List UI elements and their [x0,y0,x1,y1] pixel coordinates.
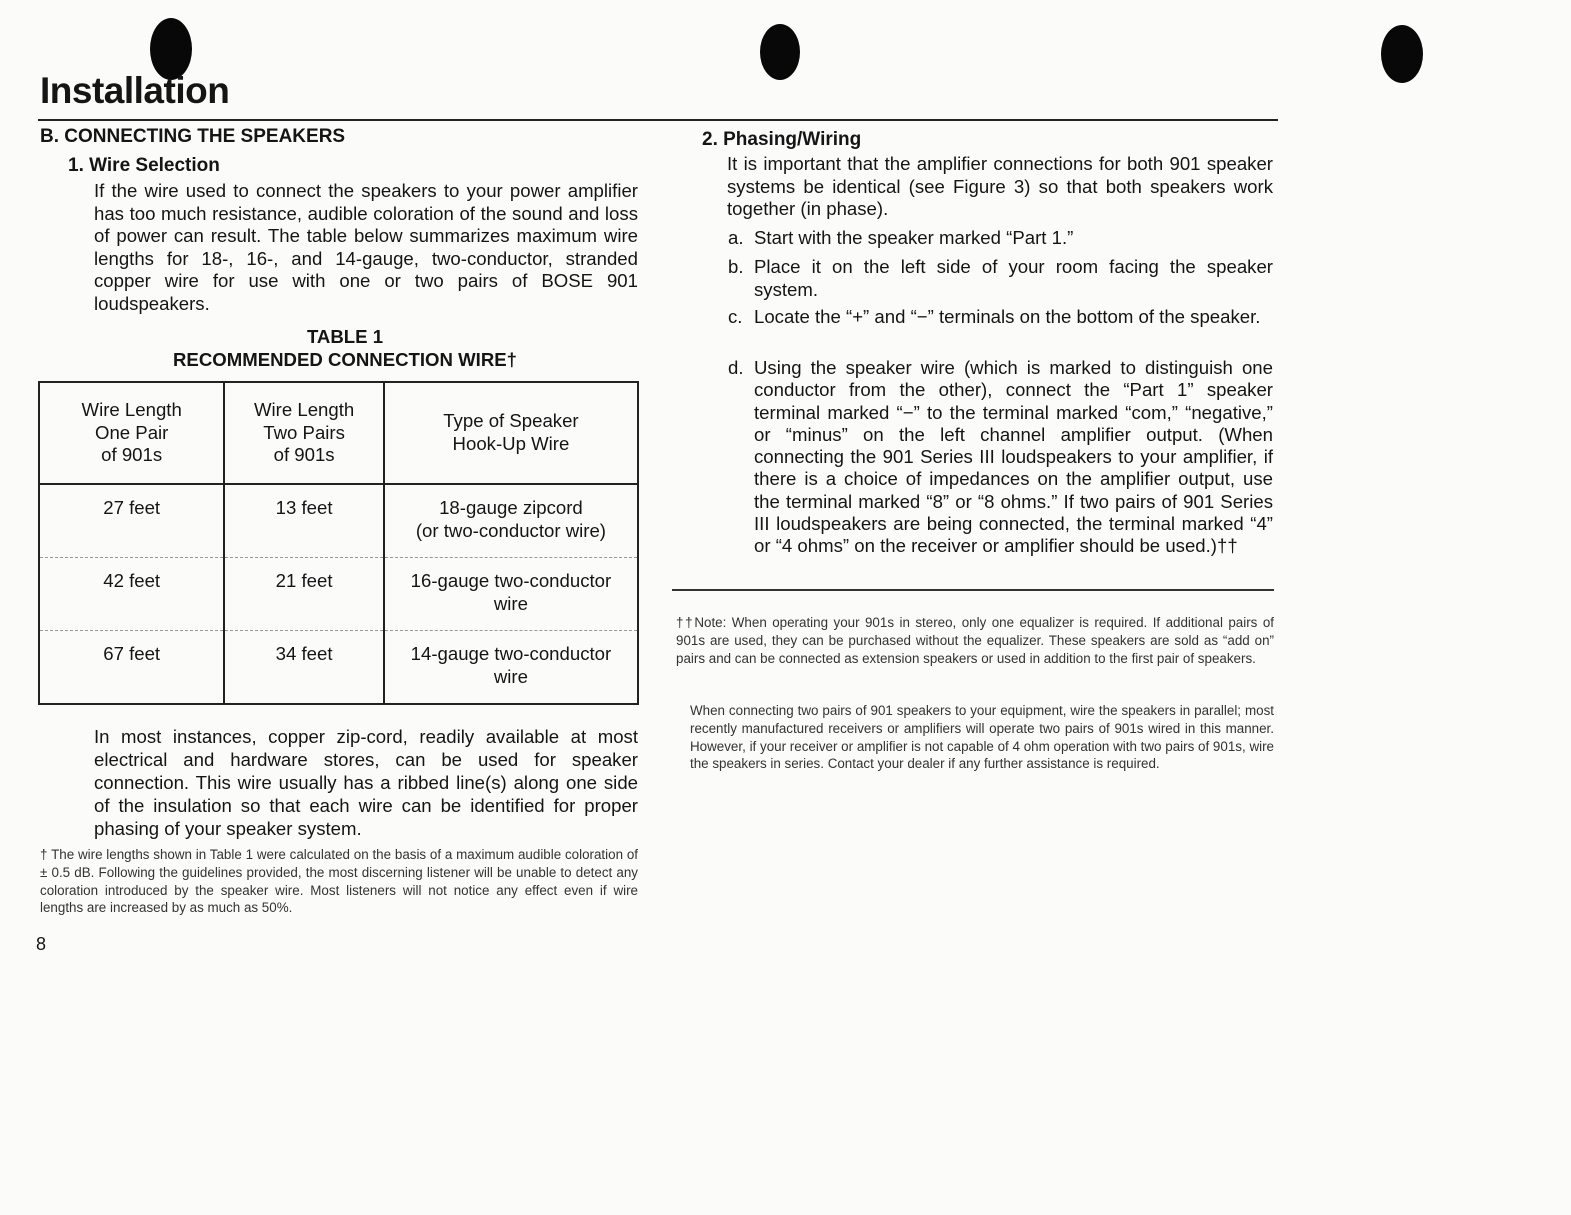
header-line: of 901s [101,444,163,466]
wire-type-line: wire [493,665,528,687]
step-text: Place it on the left side of your room facing the speaker system. [754,256,1273,300]
phasing-wiring-heading: 2. Phasing/Wiring [702,129,862,150]
table-row [39,484,638,558]
header-line: Type of Speaker [443,410,579,432]
cell-one-pair: 67 feet [103,642,161,664]
page-title: Installation [40,70,230,111]
cell-one-pair: 42 feet [39,558,224,631]
header-wire-type [384,382,638,484]
cell-wire-type [384,558,638,631]
cell-two-pairs: 13 feet [224,484,384,558]
step-label: b. [728,256,744,277]
step-text: Start with the speaker marked “Part 1.” [754,227,1074,248]
dagger-footnote: † The wire lengths shown in Table 1 were calculated on the basis of a maximum audible coloration of ± 0.5 dB. Following the guidelines provided, the most discerning listener will be unable to detect any coloration introduced by the speaker wire. Most listeners will not notice any effect even if wire lengths are increased by as much as 50%. [40,847,638,916]
header-line: One Pair [94,421,169,443]
wire-table [38,381,639,705]
header-line: Wire Length [253,399,355,421]
header-line: Wire Length [81,399,182,421]
step-label: a. [728,227,744,248]
wire-type-line: 16-gauge two-conductor [410,570,612,592]
title-rule [38,119,1278,121]
table-caption-number: TABLE 1 [306,326,384,347]
two-pairs-note: When connecting two pairs of 901 speakers to your equipment, wire the speakers in parallel; most recently manufactured receivers or amplifiers will operate two pairs of 901s wired in this manner. However, if your receiver or amplifier is not capable of 4 ohm operation with two pairs of 901s, wire the speakers in series. Contact your dealer if any further assistance is required. [690,703,1274,772]
header-line: Two Pairs [263,421,345,443]
wire-type-line: (or two-conductor wire) [415,519,606,541]
wire-type-line: 18-gauge zipcord [439,497,583,518]
binder-hole-right [1381,25,1423,83]
step-label: c. [728,306,743,327]
cell-one-pair: 27 feet [39,484,224,558]
zipcord-paragraph: In most instances, copper zip-cord, readily available at most electrical and hardware stores, can be used for speaker connection. This wire usually has a ribbed line(s) along one side of the insulation so that each wire can be identified for proper phasing of your speaker system. [94,726,638,839]
equalizer-note: ††Note: When operating your 901s in stereo, only one equalizer is required. If additional pairs of 901s are used, they can be purchased without the equalizer. These speakers are sold as “add on” pairs and can be connected as extension speakers or used in addition to the first pair of speakers. [676,615,1274,666]
table-caption-title: RECOMMENDED CONNECTION WIRE† [173,349,517,370]
step-b [728,256,1273,302]
table-row [39,558,638,631]
step-text: Using the speaker wire (which is marked to distinguish one conductor from the other), connect the “Part 1” speaker terminal marked “−” to the terminal marked “com,” “negative,” or “minus” on the left channel amplifier output. (When connecting the 901 Series III loudspeakers to your amplifier, if there is a choice of impedances on the amplifier output, use the terminal marked “8” or “8 ohms.” If two pairs of 901 Series III loudspeakers are being connected, the terminal marked “4” or “4 ohms” on the receiver or amplifier should be used.)†† [754,357,1273,557]
phasing-paragraph: It is important that the amplifier connections for both 901 speaker systems be identical (see Figure 3) so that both speakers work together (in phase). [727,153,1273,220]
wire-type-line: 14-gauge two-conductor [410,642,612,664]
header-line: of 901s [273,444,335,466]
header-line: Hook-Up Wire [452,433,570,454]
header-one-pair [39,382,224,484]
cell-two-pairs: 34 feet [224,630,384,704]
table-row [39,630,638,704]
cell-two-pairs: 21 feet [224,558,384,631]
cell-wire-type [384,630,638,704]
notes-divider [672,589,1274,591]
step-text: Locate the “+” and “−” terminals on the bottom of the speaker. [754,306,1261,327]
step-c [728,306,1273,352]
cell-wire-type [384,484,638,558]
section-heading: B. CONNECTING THE SPEAKERS [40,126,346,147]
wire-selection-paragraph: If the wire used to connect the speakers to your power amplifier has too much resistance, audible coloration of the sound and loss of power can result. The table below summarizes maximum wire lengths for 18-, 16-, and 14-gauge, two-conductor, stranded copper wire for use with one or two pairs of BOSE 901 loudspeakers. [94,180,638,314]
step-a [728,227,1273,251]
wire-type-line: wire [493,592,528,614]
step-label: d. [728,357,744,378]
wire-selection-heading: 1. Wire Selection [68,155,220,176]
binder-hole-center [760,24,800,80]
page-number: 8 [36,934,47,954]
header-two-pairs [224,382,384,484]
step-d [728,357,1273,583]
